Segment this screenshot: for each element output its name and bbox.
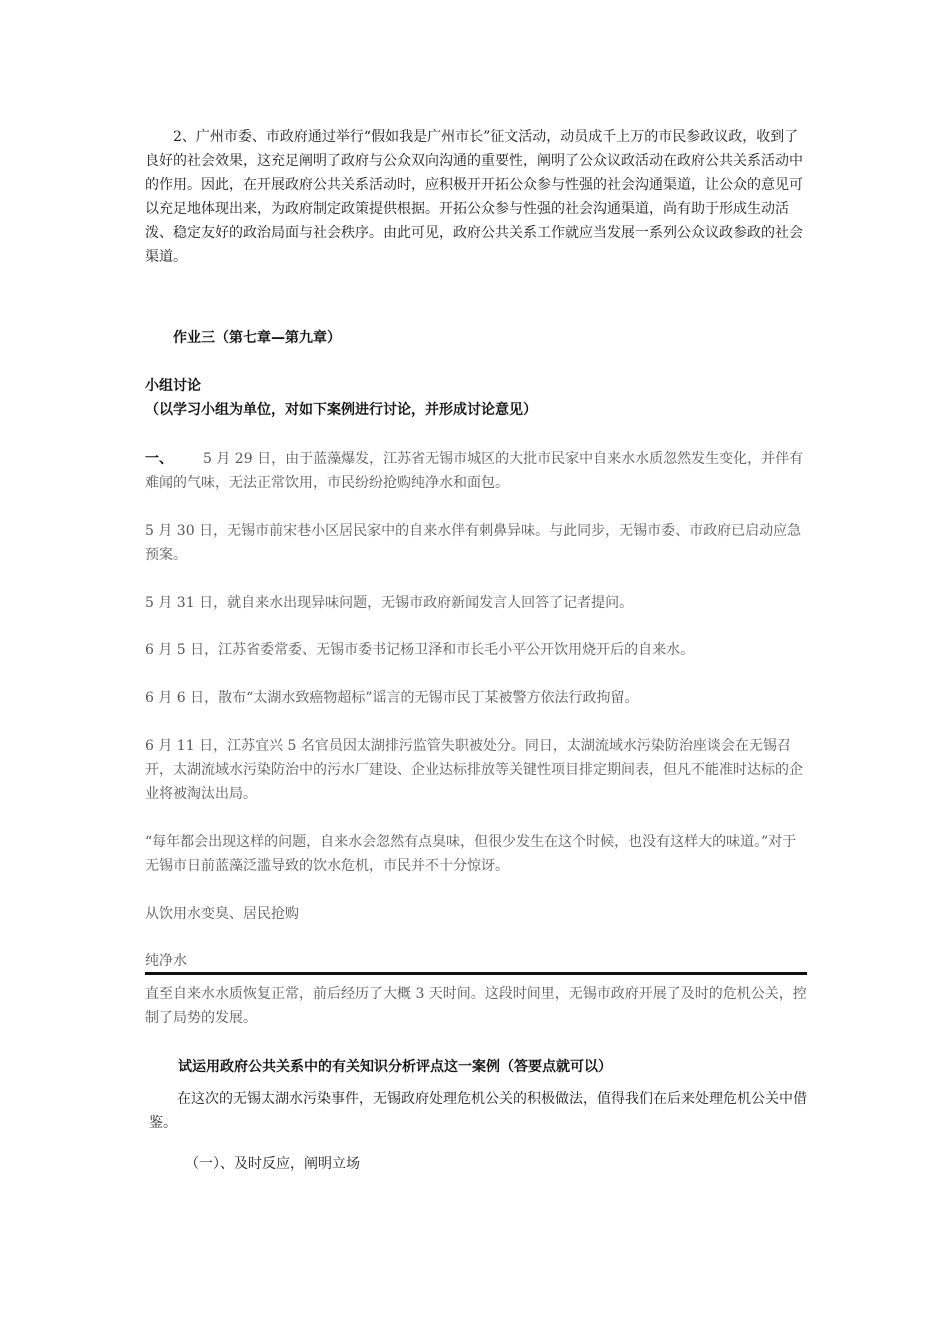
answer-point-1: （一）、及时反应，阐明立场 (185, 1156, 360, 1172)
case-paragraph-6: 6 月 11 日，江苏宜兴 5 名官员因太湖排污监管失职被处分。同日，太湖流域水污染防治座谈会在无锡召开，太湖流域水污染防治中的污水厂建设、企业达标排放等关键性项目排定期间表，但凡不能准时达标的企业将被淘汰出局。 (145, 738, 803, 802)
case-paragraph-3: 5 月 31 日，就自来水出现异味问题，无锡市政府新闻发言人回答了记者提问。 (145, 595, 634, 611)
group-title: 小组讨论 (145, 378, 201, 394)
question-heading: 试运用政府公共关系中的有关知识分析评点这一案例（答要点就可以） (178, 1059, 612, 1075)
case-paragraph-10: 直至自来水水质恢复正常，前后经历了大概 3 天时间。这段时间里，无锡市政府开展了及时的危机公关，控制了局势的发展。 (145, 986, 807, 1026)
case-paragraph-9: 纯净水 (145, 953, 187, 969)
case-paragraph-7: “每年都会出现这样的问题，自来水会忽然有点臭味，但很少发生在这个时候，也没有这样大的味道。”对于无锡市日前蓝藻泛滥导致的饮水危机，市民并不十分惊讶。 (145, 834, 797, 874)
case-paragraph-8: 从饮用水变臭、居民抢购 (145, 906, 299, 922)
group-subtitle: （以学习小组为单位，对如下案例进行讨论，并形成讨论意见） (145, 402, 537, 418)
case-paragraph-4: 6 月 5 日，江苏省委常委、无锡市委书记杨卫泽和市长毛小平公开饮用烧开后的自来水。 (145, 642, 695, 658)
case-p1-text: 5 月 29 日，由于蓝藻爆发，江苏省无锡市城区的大批市民家中自来水水质忽然发生变化，并伴有难闻的气味，无法正常饮用，市民纷纷抢购纯净水和面包。 (145, 451, 804, 491)
horizontal-rule (145, 972, 807, 975)
case-paragraph-1 (145, 447, 807, 495)
answer-intro: 在这次的无锡太湖水污染事件，无锡政府处理危机公关的积极做法，值得我们在后来处理危机公关中借鉴。 (149, 1091, 807, 1131)
case-paragraph-5: 6 月 6 日，散布“太湖水致癌物超标”谣言的无锡市民丁某被警方依法行政拘留。 (145, 690, 639, 706)
assignment-heading: 作业三（第七章—第九章） (173, 330, 341, 346)
intro-paragraph: 2、广州市委、市政府通过举行“假如我是广州市长”征文活动，动员成千上万的市民参政议政，收到了良好的社会效果，这充足阐明了政府与公众双向沟通的重要性，阐明了公众议政活动在政府公共关系活动中的作用。因此，在开展政府公共关系活动时，应积极开开拓公众参与性强的社会沟通渠道，让公众的意见可以充足地体现出来，为政府制定政策提供根据。开拓公众参与性强的社会沟通渠道，尚有助于形成生动活泼、稳定友好的政治局面与社会秩序。由此可见，政府公共关系工作就应当发展一系列公众议政参政的社会渠道。 (145, 129, 803, 265)
case-paragraph-2: 5 月 30 日，无锡市前宋巷小区居民家中的自来水伴有刺鼻异味。与此同步，无锡市委、市政府已启动应急预案。 (145, 523, 802, 563)
case-marker: 一、 (145, 451, 173, 467)
